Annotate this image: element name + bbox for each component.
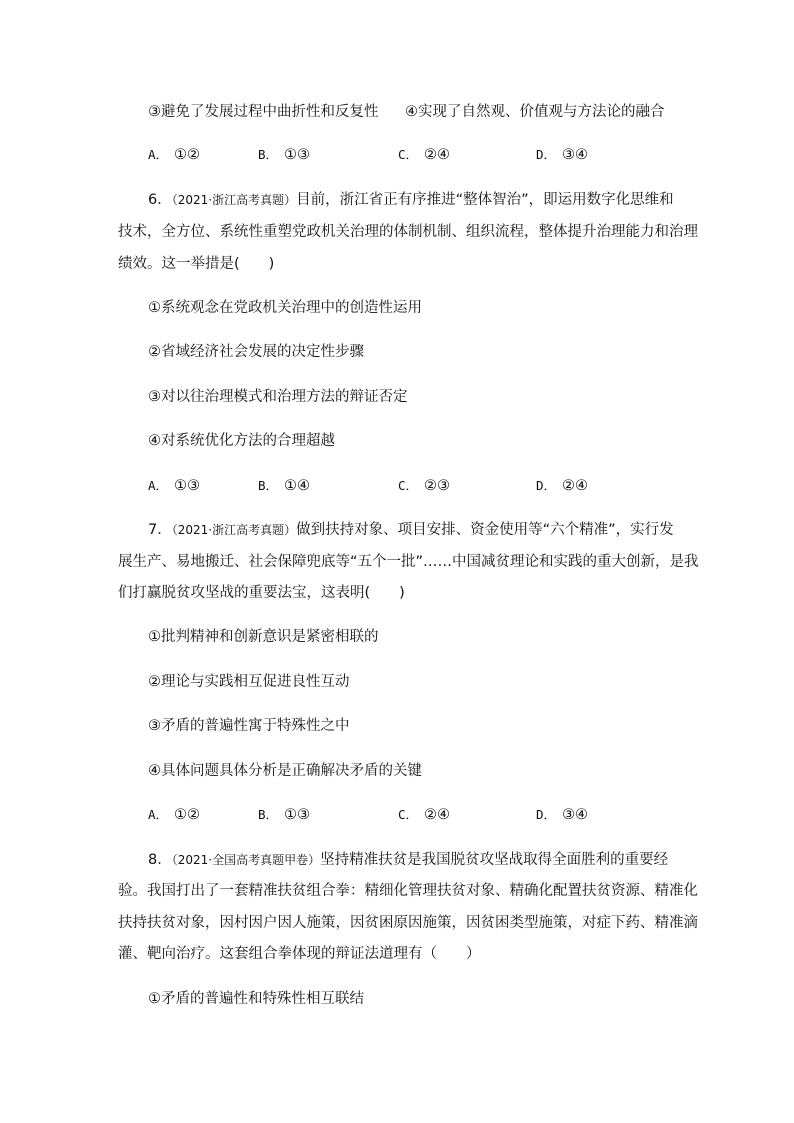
q6-stem-line-3: 绩效。这一举措是( ) bbox=[118, 256, 275, 272]
q6-item-2: ②省域经济社会发展的决定性步骤 bbox=[148, 344, 364, 360]
option-b: B． ①③ bbox=[258, 147, 311, 163]
option-d: D． ③④ bbox=[536, 147, 589, 163]
q7-item-1: ①批判精神和创新意识是紧密相联的 bbox=[148, 629, 379, 645]
option-a: A． ①② bbox=[148, 147, 201, 163]
option-b: B． ①④ bbox=[258, 478, 311, 494]
carryover-item-4: ④实现了自然观、价值观与方法论的融合 bbox=[405, 104, 665, 120]
option-c: C． ②④ bbox=[398, 807, 451, 823]
q8-stem-line-2: 验。我国打出了一套精准扶贫组合拳：精细化管理扶贫对象、精确化配置扶贫资源、精准化 bbox=[118, 883, 698, 899]
q6-stem-line-1: 6．（2021·浙江高考真题）目前，浙江省正有序推进“整体智治”，即运用数字化思维和 bbox=[148, 192, 674, 208]
q7-item-3: ③矛盾的普遍性寓于特殊性之中 bbox=[148, 718, 350, 734]
q7-item-4: ④具体问题具体分析是正确解决矛盾的关键 bbox=[148, 763, 422, 779]
q7-stem-line-2: 展生产、易地搬迁、社会保障兜底等“五个一批”……中国减贫理论和实践的重大创新，是我 bbox=[118, 554, 699, 570]
q6-item-1: ①系统观念在党政机关治理中的创造性运用 bbox=[148, 300, 422, 316]
q8-item-1: ①矛盾的普遍性和特殊性相互联结 bbox=[148, 991, 364, 1007]
option-c: C． ②④ bbox=[398, 147, 451, 163]
q8-stem-line-1: 8．（2021·全国高考真题甲卷）坚持精准扶贫是我国脱贫攻坚战取得全面胜利的重要经 bbox=[148, 852, 669, 868]
q8-stem-line-4: 灌、靶向治疗。这套组合拳体现的辩证法道理有（ ） bbox=[118, 946, 481, 962]
q7-stem-line-3: 们打赢脱贫攻坚战的重要法宝，这表明( ) bbox=[118, 585, 405, 601]
q7-item-2: ②理论与实践相互促进良性互动 bbox=[148, 674, 350, 690]
option-a: A． ①③ bbox=[148, 478, 201, 494]
option-b: B． ①③ bbox=[258, 807, 311, 823]
option-d: D． ②④ bbox=[536, 478, 589, 494]
carryover-item-3: ③避免了发展过程中曲折性和反复性 bbox=[148, 104, 379, 120]
q7-stem-line-1: 7．（2021·浙江高考真题）做到扶持对象、项目安排、资金使用等“六个精准”，实行发 bbox=[148, 522, 674, 538]
q6-stem-line-2: 技术，全方位、系统性重塑党政机关治理的体制机制、组织流程，整体提升治理能力和治理 bbox=[118, 224, 698, 240]
q8-stem-line-3: 扶持扶贫对象，因村因户因人施策，因贫困原因施策，因贫困类型施策，对症下药、精准滴 bbox=[118, 915, 698, 931]
q6-item-3: ③对以往治理模式和治理方法的辩证否定 bbox=[148, 389, 408, 405]
option-a: A． ①② bbox=[148, 807, 201, 823]
option-d: D． ③④ bbox=[536, 807, 589, 823]
option-c: C． ②③ bbox=[398, 478, 451, 494]
q6-item-4: ④对系统优化方法的合理超越 bbox=[148, 433, 335, 449]
